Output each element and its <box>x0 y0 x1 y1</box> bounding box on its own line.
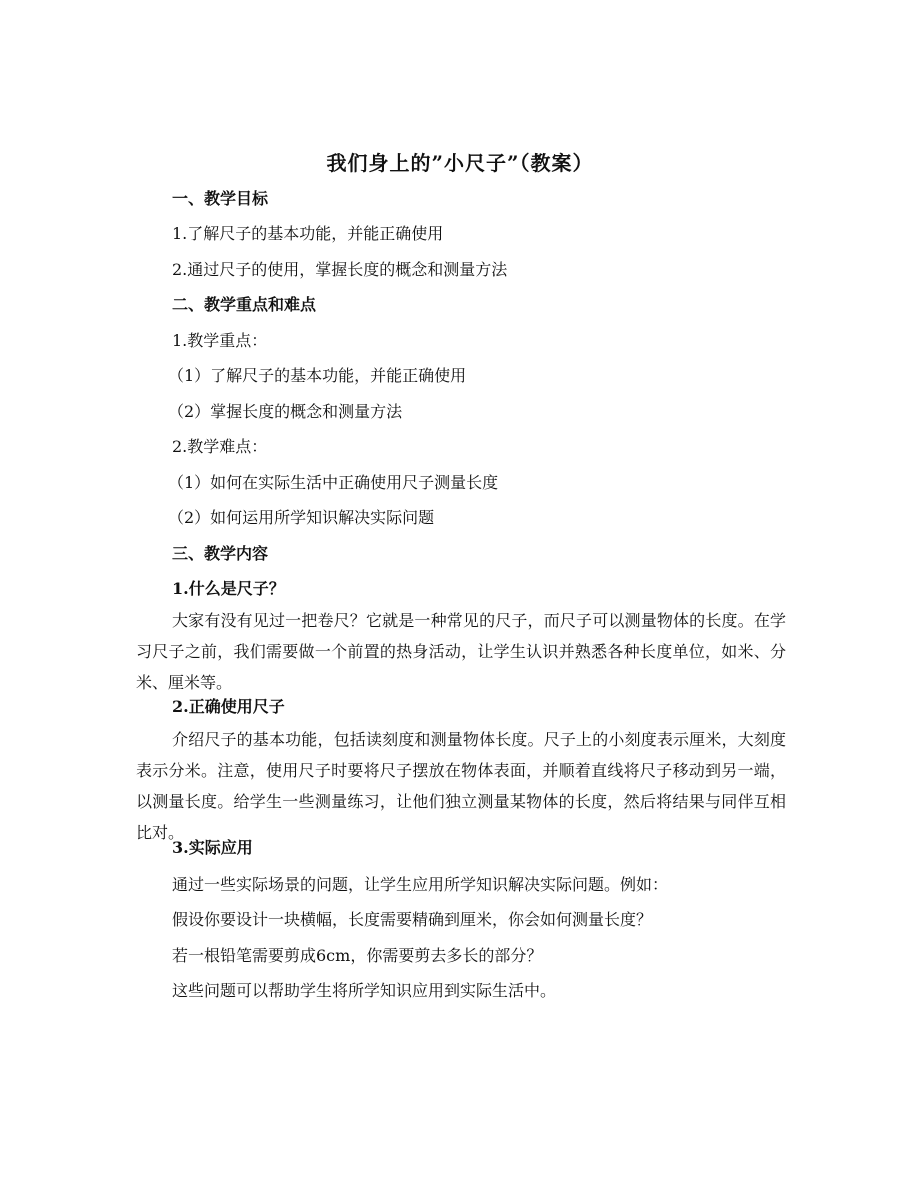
difficulty-item: （2）如何运用所学知识解决实际问题 <box>168 508 435 527</box>
subsection-heading-application: 3.实际应用 <box>172 838 253 857</box>
document-title: 我们身上的”小尺子”（教案） <box>326 151 594 175</box>
key-points-label: 1.教学重点： <box>172 331 268 350</box>
section-heading-content: 三、教学内容 <box>172 544 269 563</box>
paragraph-what-is-ruler: 大家有没有见过一把卷尺？它就是一种常见的尺子，而尺子可以测量物体的长度。在学习尺子之前，我们需要做一个前置的热身活动，让学生认识并熟悉各种长度单位，如米、分米、厘米等。 <box>136 611 786 692</box>
section-heading-objectives: 一、教学目标 <box>172 189 269 208</box>
key-point-item: （1）了解尺子的基本功能，并能正确使用 <box>168 366 467 385</box>
paragraph-correct-use: 介绍尺子的基本功能，包括读刻度和测量物体长度。尺子上的小刻度表示厘米，大刻度表示分米。注意，使用尺子时要将尺子摆放在物体表面，并顺着直线将尺子移动到另一端，以测量长度。给学生一些测量练习，让他们独立测量某物体的长度，然后将结果与同伴互相比对。 <box>136 730 786 842</box>
objective-item: 2.通过尺子的使用，掌握长度的概念和测量方法 <box>172 260 508 279</box>
section-heading-key-points: 二、教学重点和难点 <box>172 295 317 314</box>
difficulty-label: 2.教学难点： <box>172 437 268 456</box>
application-line: 若一根铅笔需要剪成6cm，你需要剪去多长的部分？ <box>172 946 543 965</box>
application-line: 假设你要设计一块横幅，长度需要精确到厘米，你会如何测量长度？ <box>172 910 653 929</box>
key-point-item: （2）掌握长度的概念和测量方法 <box>168 402 403 421</box>
subsection-heading-correct-use: 2.正确使用尺子 <box>172 697 285 716</box>
objective-item: 1.了解尺子的基本功能，并能正确使用 <box>172 224 444 243</box>
subsection-heading-what-is-ruler: 1.什么是尺子？ <box>172 579 285 598</box>
application-line: 这些问题可以帮助学生将所学知识应用到实际生活中。 <box>172 981 557 1000</box>
application-line: 通过一些实际场景的问题，让学生应用所学知识解决实际问题。例如： <box>172 875 669 894</box>
difficulty-item: （1）如何在实际生活中正确使用尺子测量长度 <box>168 473 499 492</box>
